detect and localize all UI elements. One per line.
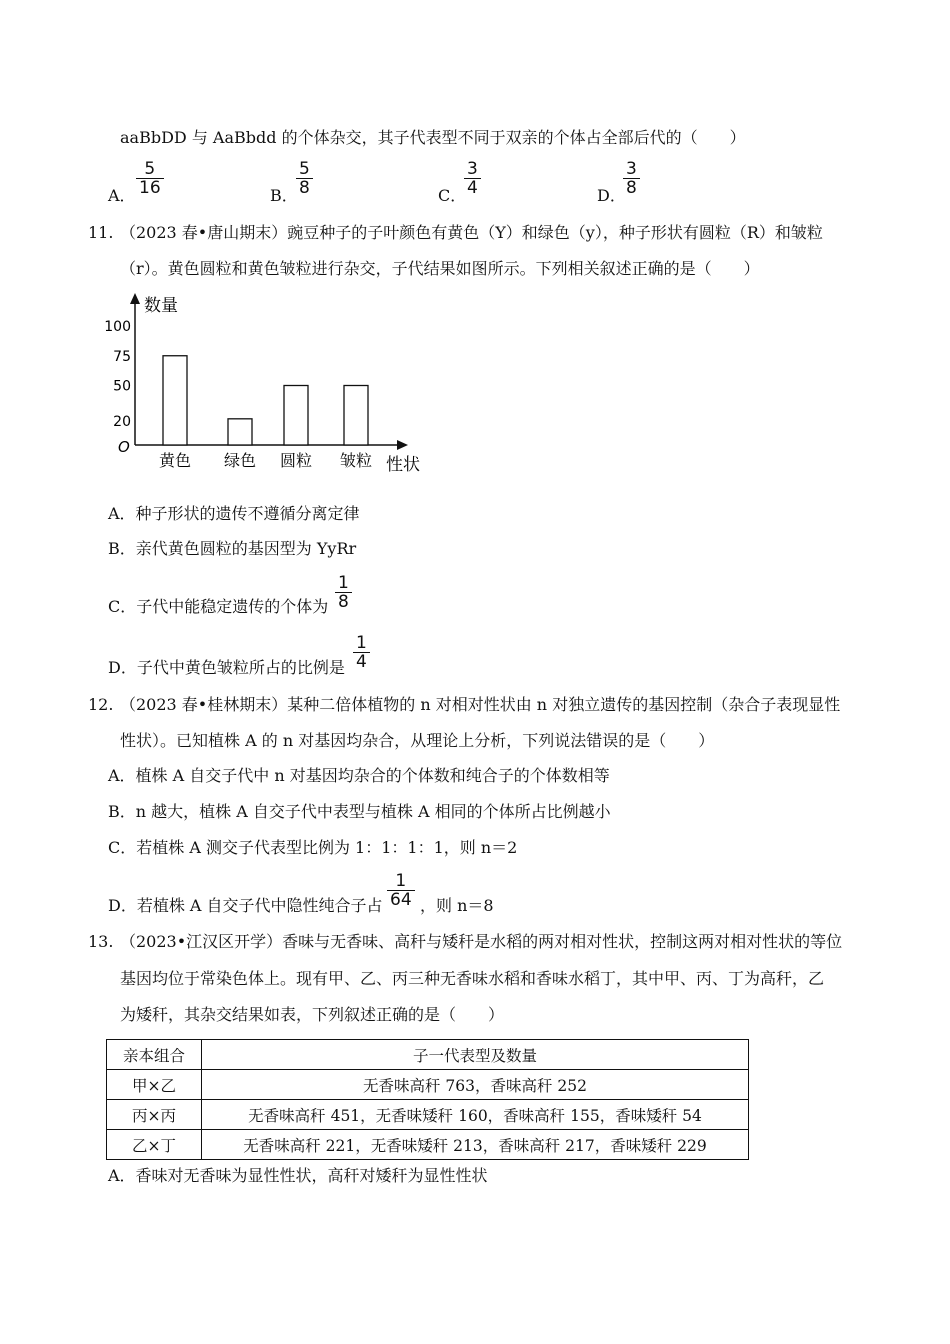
table-cell: 丙×丙 (107, 1100, 202, 1130)
q10-option-d-fraction (623, 160, 640, 197)
q12-option-d-fraction (387, 872, 415, 909)
x-tick-label: 黄色 (158, 451, 192, 470)
y-axis-label: 数量 (144, 296, 178, 316)
fraction-numerator: 5 (144, 159, 156, 179)
q12-stem-line1: （2023 春•桂林期末）某种二倍体植物的 n 对相对性状由 n 对独立遗传的基因控制（杂合子表现显性 (120, 695, 841, 714)
table-cell: 乙×丁 (107, 1130, 202, 1160)
x-tick-label: 绿色 (223, 451, 257, 470)
y-tick-label: 50 (113, 378, 131, 395)
q11-bar-chart (100, 288, 430, 478)
q13-option-a: A．香味对无香味为显性性状，高秆对矮秆为显性性状 (108, 1166, 488, 1185)
q12-option-a: A．植株 A 自交子代中 n 对基因均杂合的个体数和纯合子的个体数相等 (108, 766, 610, 785)
q10-option-c-fraction (464, 160, 481, 197)
x-ticks (159, 451, 372, 470)
bars (163, 356, 368, 445)
fraction-denominator: 64 (387, 890, 415, 909)
bar (163, 356, 187, 445)
q13-stem-line2: 基因均位于常染色体上。现有甲、乙、丙三种无香味水稻和香味水稻丁，其中甲、丙、丁为高秆，乙 (120, 969, 825, 988)
q10-option-b-fraction (296, 160, 313, 197)
y-tick-label: 100 (104, 319, 131, 335)
q11-option-d-fraction (353, 634, 370, 671)
table-header-cell: 亲本组合 (107, 1040, 202, 1070)
q12-option-d-tail: ，则 n＝8 (420, 896, 494, 915)
q11-stem-line1: （2023 春•唐山期末）豌豆种子的子叶颜色有黄色（Y）和绿色（y），种子形状有圆粒（R）和皱粒 (120, 223, 823, 242)
q11-option-d: D．子代中黄色皱粒所占的比例是 (108, 658, 345, 677)
q12-number: 12. (88, 695, 114, 714)
q10-option-a-label: A． (108, 186, 136, 205)
q10-option-a-fraction (136, 160, 164, 197)
fraction-denominator: 8 (296, 178, 313, 197)
fraction-numerator: 1 (338, 573, 349, 593)
table-cell: 无香味高秆 221，无香味矮秆 213，香味高秆 217，香味矮秆 229 (202, 1130, 749, 1160)
fraction-numerator: 3 (626, 159, 637, 179)
q11-option-c-fraction (335, 574, 352, 611)
fraction-denominator: 16 (136, 178, 164, 197)
fraction-numerator: 5 (299, 159, 310, 179)
q12-option-b: B．n 越大，植株 A 自交子代中表型与植株 A 相同的个体所占比例越小 (108, 802, 611, 821)
q13-results-table (106, 1039, 749, 1160)
table-row (107, 1070, 749, 1100)
q11-option-a: A．种子形状的遗传不遵循分离定律 (108, 504, 360, 523)
fraction-denominator: 8 (335, 592, 352, 611)
table-header-cell: 子一代表型及数量 (202, 1040, 749, 1070)
fraction-denominator: 4 (464, 178, 481, 197)
q10-option-b-label: B． (270, 186, 298, 205)
q13-stem-line3: 为矮秆，其杂交结果如表，下列叙述正确的是（ ） (120, 1005, 505, 1024)
table-row (107, 1100, 749, 1130)
table-header-row (107, 1040, 749, 1070)
table-cell: 无香味高秆 763，香味高秆 252 (202, 1070, 749, 1100)
x-axis-label: 性状 (386, 455, 420, 475)
bar (344, 386, 368, 446)
fraction-numerator: 1 (395, 871, 407, 891)
table-row (107, 1130, 749, 1160)
q12-stem-line2: 性状）。已知植株 A 的 n 对基因均杂合，从理论上分析，下列说法错误的是（ ） (120, 731, 715, 750)
fraction-numerator: 3 (467, 159, 478, 179)
origin-label: O (118, 438, 130, 456)
table-cell: 无香味高秆 451，无香味矮秆 160，香味高秆 155，香味矮秆 54 (202, 1100, 749, 1130)
q10-stem: aaBbDD 与 AaBbdd 的个体杂交，其子代表型不同于双亲的个体占全部后代的（ ） (120, 128, 746, 147)
x-tick-label: 圆粒 (279, 451, 313, 470)
y-tick-label: 75 (113, 348, 131, 365)
q10-option-c-label: C． (438, 186, 467, 205)
q10-option-d-label: D． (597, 186, 626, 205)
q11-stem-line2: （r）。黄色圆粒和黄色皱粒进行杂交，子代结果如图所示。下列相关叙述正确的是（ ） (120, 259, 760, 278)
q12-option-c: C．若植株 A 测交子代表型比例为 1：1：1：1，则 n＝2 (108, 838, 518, 857)
fraction-numerator: 1 (356, 633, 367, 653)
q11-option-c: C．子代中能稳定遗传的个体为 (108, 597, 329, 616)
q11-option-b: B．亲代黄色圆粒的基因型为 YyRr (108, 539, 357, 558)
y-ticks (104, 319, 131, 430)
q13-number: 13. (88, 932, 114, 951)
y-tick-label: 20 (113, 414, 131, 431)
fraction-denominator: 4 (353, 652, 370, 671)
q13-stem-line1: （2023•江汉区开学）香味与无香味、高秆与矮秆是水稻的两对相对性状，控制这两对相对性状的等位 (120, 932, 843, 951)
x-tick-label: 皱粒 (339, 451, 373, 470)
q11-number: 11. (88, 223, 114, 242)
q12-option-d: D．若植株 A 自交子代中隐性纯合子占 (108, 896, 383, 915)
bar (228, 419, 252, 445)
bar (284, 386, 308, 446)
table-cell: 甲×乙 (107, 1070, 202, 1100)
fraction-denominator: 8 (623, 178, 640, 197)
